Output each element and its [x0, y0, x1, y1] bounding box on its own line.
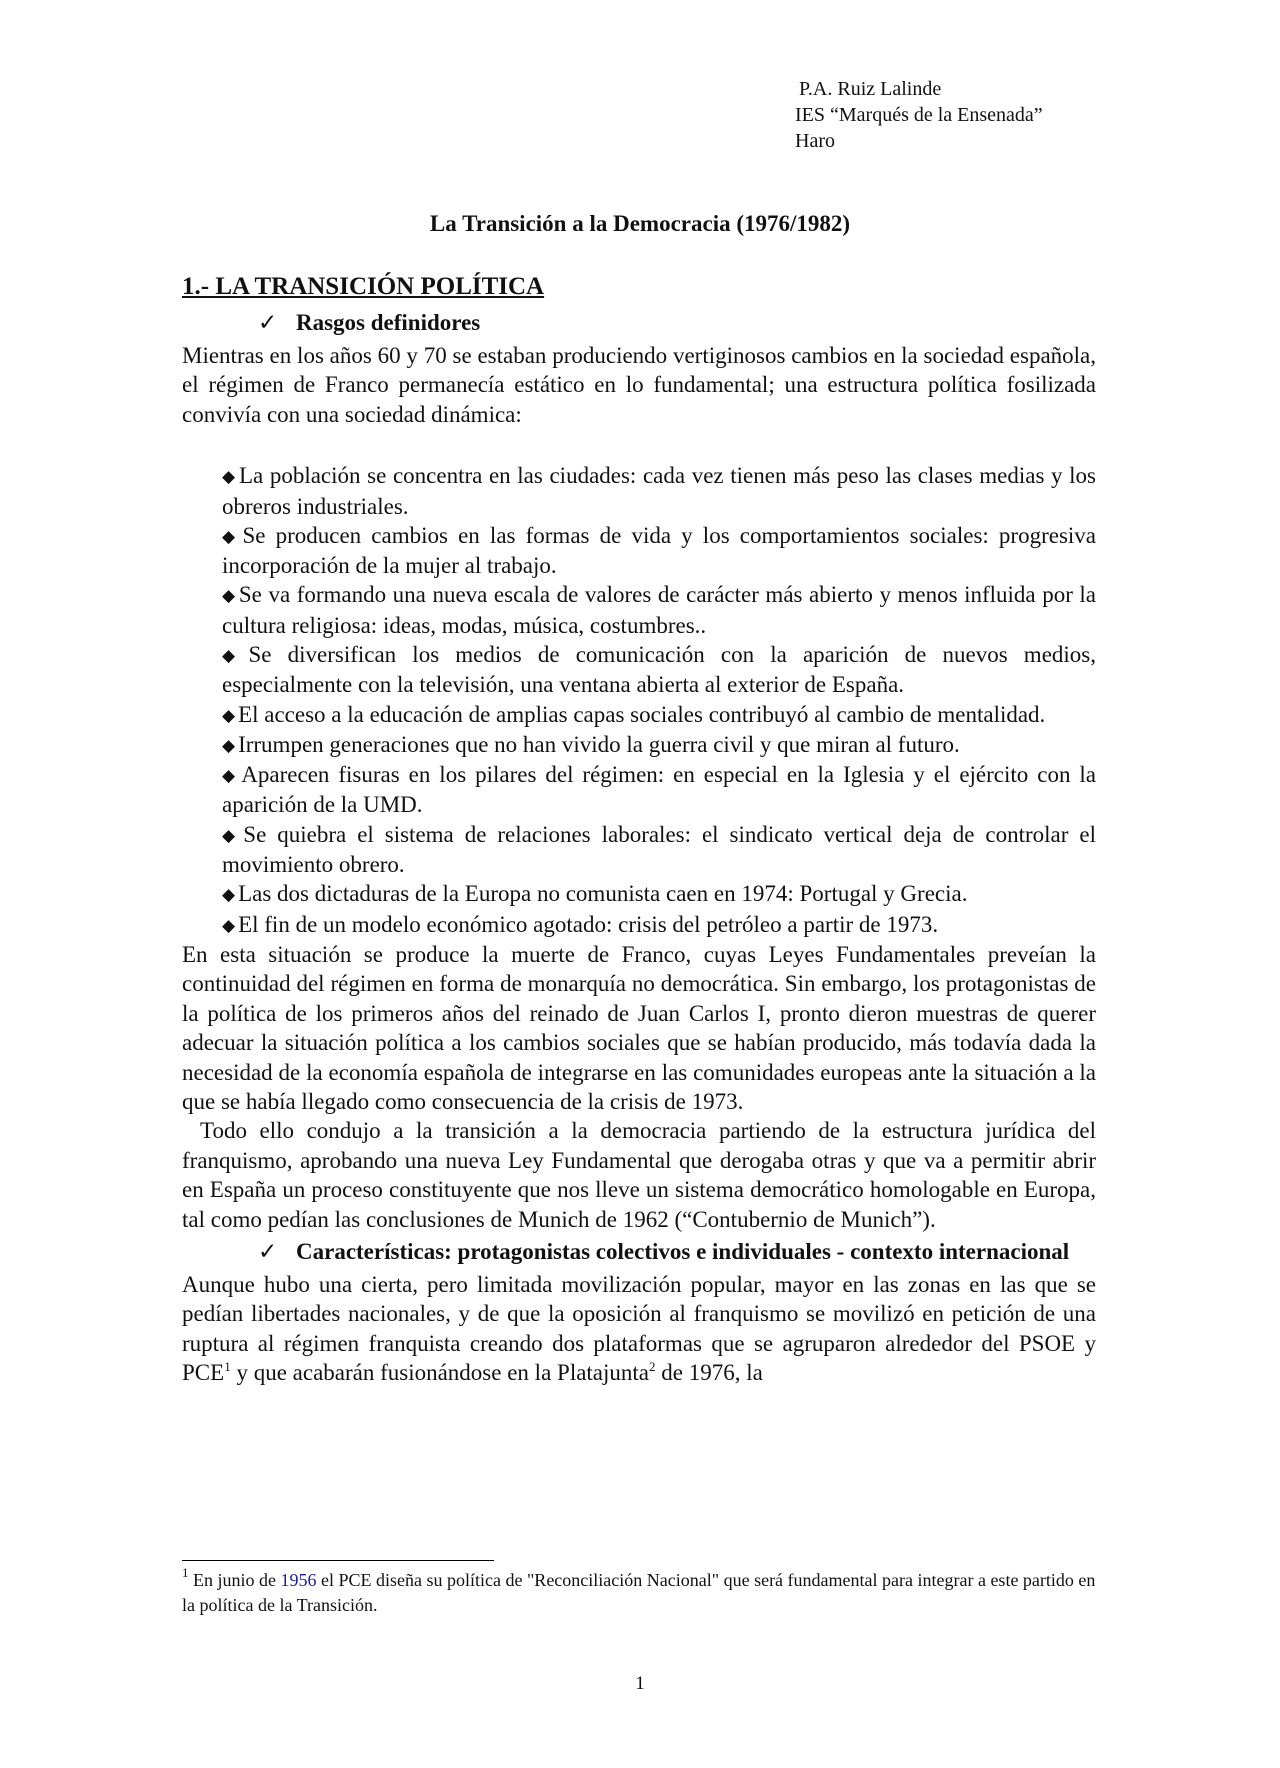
list-item: ◆ El acceso a la educación de amplias capas sociales contribuyó al cambio de mentalidad. — [222, 701, 1046, 727]
paragraph-gap — [182, 429, 1096, 461]
diamond-bullet-icon: ◆ — [222, 526, 240, 546]
footnote-link-1956[interactable]: 1956 — [280, 1570, 317, 1590]
diamond-bullet-icon: ◆ — [222, 467, 236, 487]
body-paragraph-4: Aunque hubo una cierta, pero limitada movilización popular, mayor en las zonas en las que se pedían libertades nacionales, y de que la oposición al franquismo se movilizó en petición de una ruptura al régimen franquista creando dos plataformas que se agruparon alrededor del PSOE y PCE$^1$ y que acabarán fusionándose en la Platajunta$^2$ de 1976, la — [182, 1272, 1096, 1386]
check-mark-icon: ✓ — [258, 310, 278, 335]
subsection-title: Características: protagonistas colectivos e individuales - contexto internacional — [296, 1239, 1070, 1265]
page-number: 1 — [635, 1673, 645, 1694]
list-item: ◆ Se producen cambios en las formas de vida y los comportamientos sociales: progresiva incorporación de la mujer al trabajo. — [222, 522, 1096, 579]
section-heading: 1.- LA TRANSICIÓN POLÍTICA — [182, 273, 545, 300]
list-item: ◆ Se quiebra el sistema de relaciones laborales: el sindicato vertical deja de controlar el movimiento obrero. — [222, 821, 1096, 878]
footnote-divider — [182, 1560, 494, 1561]
list-item: ◆ Las dos dictaduras de la Europa no comunista caen en 1974: Portugal y Grecia. — [222, 881, 968, 907]
list-item: ◆ Irrumpen generaciones que no han vivido la guerra civil y que miran al futuro. — [222, 731, 960, 757]
subsection-heading-rasgos — [182, 305, 1096, 341]
diamond-bullet-icon: ◆ — [222, 705, 236, 725]
list-item: ◆ Se va formando una nueva escala de valores de carácter más abierto y menos influida por la cultura religiosa: ideas, modas, música, costumbres.. — [222, 582, 1097, 638]
diamond-bullet-icon: ◆ — [222, 885, 236, 905]
subsection-title: Rasgos definidores — [296, 310, 481, 335]
features-list — [182, 461, 1096, 940]
footnote-ref[interactable]: 2 — [649, 1359, 656, 1375]
list-item: ◆ La población se concentra en las ciudades: cada vez tienen más peso las clases medias y los obreros industriales. — [222, 463, 1096, 519]
check-mark-icon: ✓ — [258, 1239, 278, 1265]
diamond-bullet-icon: ◆ — [222, 915, 236, 935]
diamond-bullet-icon: ◆ — [222, 735, 236, 755]
footnote: $^1$ En junio de 1956 el PCE diseña su política de "Reconciliación Nacional" que será fundamental para integrar a este partido en la política de la Transición. — [182, 1565, 1096, 1615]
diamond-bullet-icon: ◆ — [222, 646, 246, 665]
intro-paragraph: Mientras en los años 60 y 70 se estaban produciendo vertiginosos cambios en la sociedad española, el régimen de Franco permanecía estático en lo fundamental; una estructura política fosilizada convivía con una sociedad dinámica: — [182, 343, 1096, 427]
footnote-number: 1 — [182, 1565, 189, 1580]
diamond-bullet-icon: ◆ — [222, 586, 236, 606]
body-paragraph-3: Todo ello condujo a la transición a la democracia partiendo de la estructura jurídica del franquismo, aprobando una nueva Ley Fundamental que derogaba otras y que va a permitir abrir en España un proceso constituyente que nos lleve un sistema democrático homologable en Europa, tal como pedían las conclusiones de Munich de 1962 (“Contubernio de Munich”). — [182, 1118, 1096, 1232]
author-block — [795, 76, 1043, 154]
subsection-heading-caracteristicas — [182, 1234, 1096, 1270]
footnote-ref[interactable]: 1 — [224, 1359, 231, 1375]
body-paragraph-2: En esta situación se produce la muerte de Franco, cuyas Leyes Fundamentales preveían la continuidad del régimen en forma de monarquía no democrática. Sin embargo, los protagonistas de la política de los primeros años del reinado de Juan Carlos I, pronto dieron muestras de querer adecuar la situación política a los cambios sociales que se habían producido, más todavía dada la necesidad de la economía española de integrarse en las comunidades europeas ante la situación a la que se había llegado como consecuencia de la crisis de 1973. — [182, 941, 1096, 1114]
city-name: Haro — [795, 130, 835, 152]
list-item: ◆ El fin de un modelo económico agotado: crisis del petróleo a partir de 1973. — [222, 911, 939, 937]
document-body — [182, 270, 1096, 1388]
list-item: ◆ Se diversifican los medios de comunicación con la aparición de nuevos medios, especialmente con la televisión, una ventana abierta al exterior de España. — [222, 642, 1096, 698]
diamond-bullet-icon: ◆ — [222, 766, 239, 786]
diamond-bullet-icon: ◆ — [222, 825, 241, 845]
author-name: P.A. Ruiz Lalinde — [799, 78, 942, 100]
list-item: ◆ Aparecen fisuras en los pilares del régimen: en especial en la Iglesia y el ejército con la aparición de la UMD. — [222, 762, 1097, 818]
institution-name: IES “Marqués de la Ensenada” — [795, 104, 1043, 126]
document-title: La Transición a la Democracia (1976/1982) — [429, 211, 851, 236]
